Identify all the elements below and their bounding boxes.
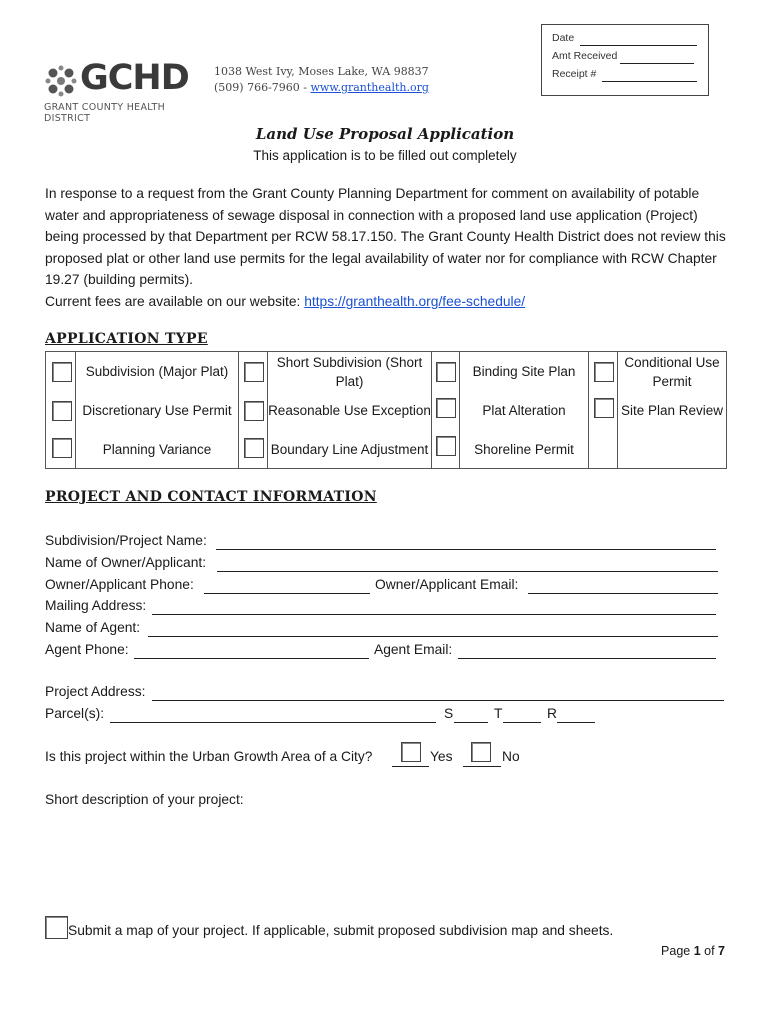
- date-label: Date: [552, 32, 575, 44]
- uga-no-label: No: [502, 749, 520, 764]
- short-subdivision-label: Short Subdivision (Short Plat): [276, 354, 423, 389]
- short-subdivision-checkbox[interactable]: [244, 362, 264, 382]
- grid-divider: [431, 352, 432, 468]
- agent-name-field[interactable]: [148, 636, 718, 637]
- agent-phone-label: Agent Phone:: [45, 642, 129, 657]
- mailing-address-field[interactable]: [152, 614, 716, 615]
- agent-email-label: Agent Email:: [374, 642, 453, 657]
- date-line[interactable]: [580, 45, 697, 46]
- application-type-grid: [45, 351, 727, 469]
- conditional-use-checkbox[interactable]: [594, 362, 614, 382]
- submit-map-text: Submit a map of your project. If applicable, submit proposed subdivision map and sheets.: [68, 923, 614, 938]
- gchd-logo: [44, 58, 214, 124]
- subdivision-name-field[interactable]: [216, 549, 716, 550]
- project-address-field[interactable]: [152, 700, 724, 701]
- uga-no-line: [463, 766, 501, 767]
- website-link[interactable]: www.granthealth.org: [310, 81, 429, 94]
- planning-variance-label: Planning Variance: [102, 441, 212, 457]
- discretionary-use-checkbox[interactable]: [52, 401, 72, 421]
- grid-divider: [588, 352, 589, 468]
- discretionary-use-label: Discretionary Use Permit: [82, 403, 232, 418]
- address-block: [214, 64, 429, 96]
- agent-name-label: Name of Agent:: [45, 620, 141, 635]
- contact-line: [214, 80, 429, 96]
- planning-variance-checkbox[interactable]: [52, 438, 72, 458]
- grid-divider: [238, 352, 239, 468]
- owner-phone-field[interactable]: [204, 593, 370, 594]
- conditional-use-label: Conditional Use Permit: [624, 354, 720, 389]
- plat-alteration-label: Plat Alteration: [482, 403, 566, 418]
- owner-name-label: Name of Owner/Applicant:: [45, 555, 207, 570]
- amt-row: [552, 50, 617, 62]
- township-label: T: [494, 706, 503, 721]
- fees-line: [45, 291, 735, 313]
- reasonable-use-label: Reasonable Use Exception: [268, 403, 431, 418]
- uga-yes-label: Yes: [430, 749, 453, 764]
- page-title: Land Use Proposal Application: [255, 125, 515, 143]
- shoreline-permit-label: Shoreline Permit: [474, 441, 574, 457]
- page-of: of: [700, 944, 719, 958]
- section-label: S: [444, 706, 454, 721]
- agent-phone-field[interactable]: [134, 658, 369, 659]
- fees-text: Current fees are available on our website:: [45, 293, 305, 309]
- boundary-line-label: Boundary Line Adjustment: [270, 441, 429, 457]
- receipt-row: [552, 68, 596, 80]
- subdivision-label: Subdivision (Major Plat): [85, 364, 229, 379]
- date-row: [552, 32, 574, 44]
- owner-phone-label: Owner/Applicant Phone:: [45, 577, 194, 592]
- intro-paragraph: In response to a request from the Grant County Planning Department for comment on availability of potable water and appropriateness of sewage disposal in connection with a proposed land use application (Project) being processed by that Department per RCW 58.17.150. The Grant County Health District does not review this proposed plat or other land use permits for the legal availability of water nor for compliance with RCW Chapter 19.27 (building permits).: [45, 186, 726, 288]
- logo-subtitle: GRANT COUNTY HEALTH DISTRICT: [44, 102, 166, 124]
- range-label: R: [547, 706, 557, 721]
- project-description-area[interactable]: [45, 812, 725, 912]
- logo-mark-icon: [44, 64, 78, 98]
- site-plan-review-checkbox[interactable]: [594, 398, 614, 418]
- fee-schedule-link[interactable]: https://granthealth.org/fee-schedule/: [304, 293, 526, 309]
- township-field[interactable]: [503, 722, 541, 723]
- page-current: 1: [693, 944, 701, 958]
- receipt-label: Receipt #: [552, 68, 597, 80]
- section-field[interactable]: [454, 722, 488, 723]
- phone-text: (509) 766-7960 -: [214, 81, 311, 94]
- owner-email-label: Owner/Applicant Email:: [375, 577, 519, 592]
- plat-alteration-checkbox[interactable]: [436, 398, 456, 418]
- page-label: Page: [661, 944, 694, 958]
- binding-site-plan-label: Binding Site Plan: [472, 364, 576, 379]
- subdivision-name-label: Subdivision/Project Name:: [45, 533, 207, 548]
- receipt-line[interactable]: [602, 81, 697, 82]
- project-description-label: Short description of your project:: [45, 792, 244, 807]
- parcel-label: Parcel(s):: [45, 706, 105, 721]
- address-line: 1038 West Ivy, Moses Lake, WA 98837: [214, 65, 429, 78]
- page-subtitle: This application is to be filled out completely: [253, 148, 517, 163]
- boundary-line-checkbox[interactable]: [244, 438, 264, 458]
- project-address-label: Project Address:: [45, 684, 146, 699]
- range-field[interactable]: [557, 722, 595, 723]
- binding-site-plan-checkbox[interactable]: [436, 362, 456, 382]
- project-contact-heading: PROJECT AND CONTACT INFORMATION: [45, 489, 377, 505]
- office-use-box: [541, 24, 709, 96]
- agent-email-field[interactable]: [458, 658, 716, 659]
- mailing-address-label: Mailing Address:: [45, 598, 147, 613]
- amt-received-label: Amt Received: [552, 50, 618, 62]
- application-type-heading: APPLICATION TYPE: [45, 331, 208, 347]
- uga-no-checkbox[interactable]: [471, 742, 491, 762]
- uga-question: Is this project within the Urban Growth Area of a City?: [45, 749, 373, 764]
- submit-map-checkbox[interactable]: [45, 916, 68, 939]
- uga-yes-checkbox[interactable]: [401, 742, 421, 762]
- amt-line[interactable]: [620, 63, 694, 64]
- reasonable-use-checkbox[interactable]: [244, 401, 264, 421]
- page-number: [661, 944, 725, 958]
- intro-text: [45, 183, 735, 313]
- page-total: 7: [718, 944, 725, 958]
- site-plan-review-label: Site Plan Review: [620, 403, 724, 418]
- owner-email-field[interactable]: [528, 593, 718, 594]
- subdivision-checkbox[interactable]: [52, 362, 72, 382]
- shoreline-permit-checkbox[interactable]: [436, 436, 456, 456]
- parcel-field[interactable]: [110, 722, 436, 723]
- logo-text: GCHD: [80, 58, 189, 98]
- uga-yes-line: [392, 766, 429, 767]
- owner-name-field[interactable]: [217, 571, 718, 572]
